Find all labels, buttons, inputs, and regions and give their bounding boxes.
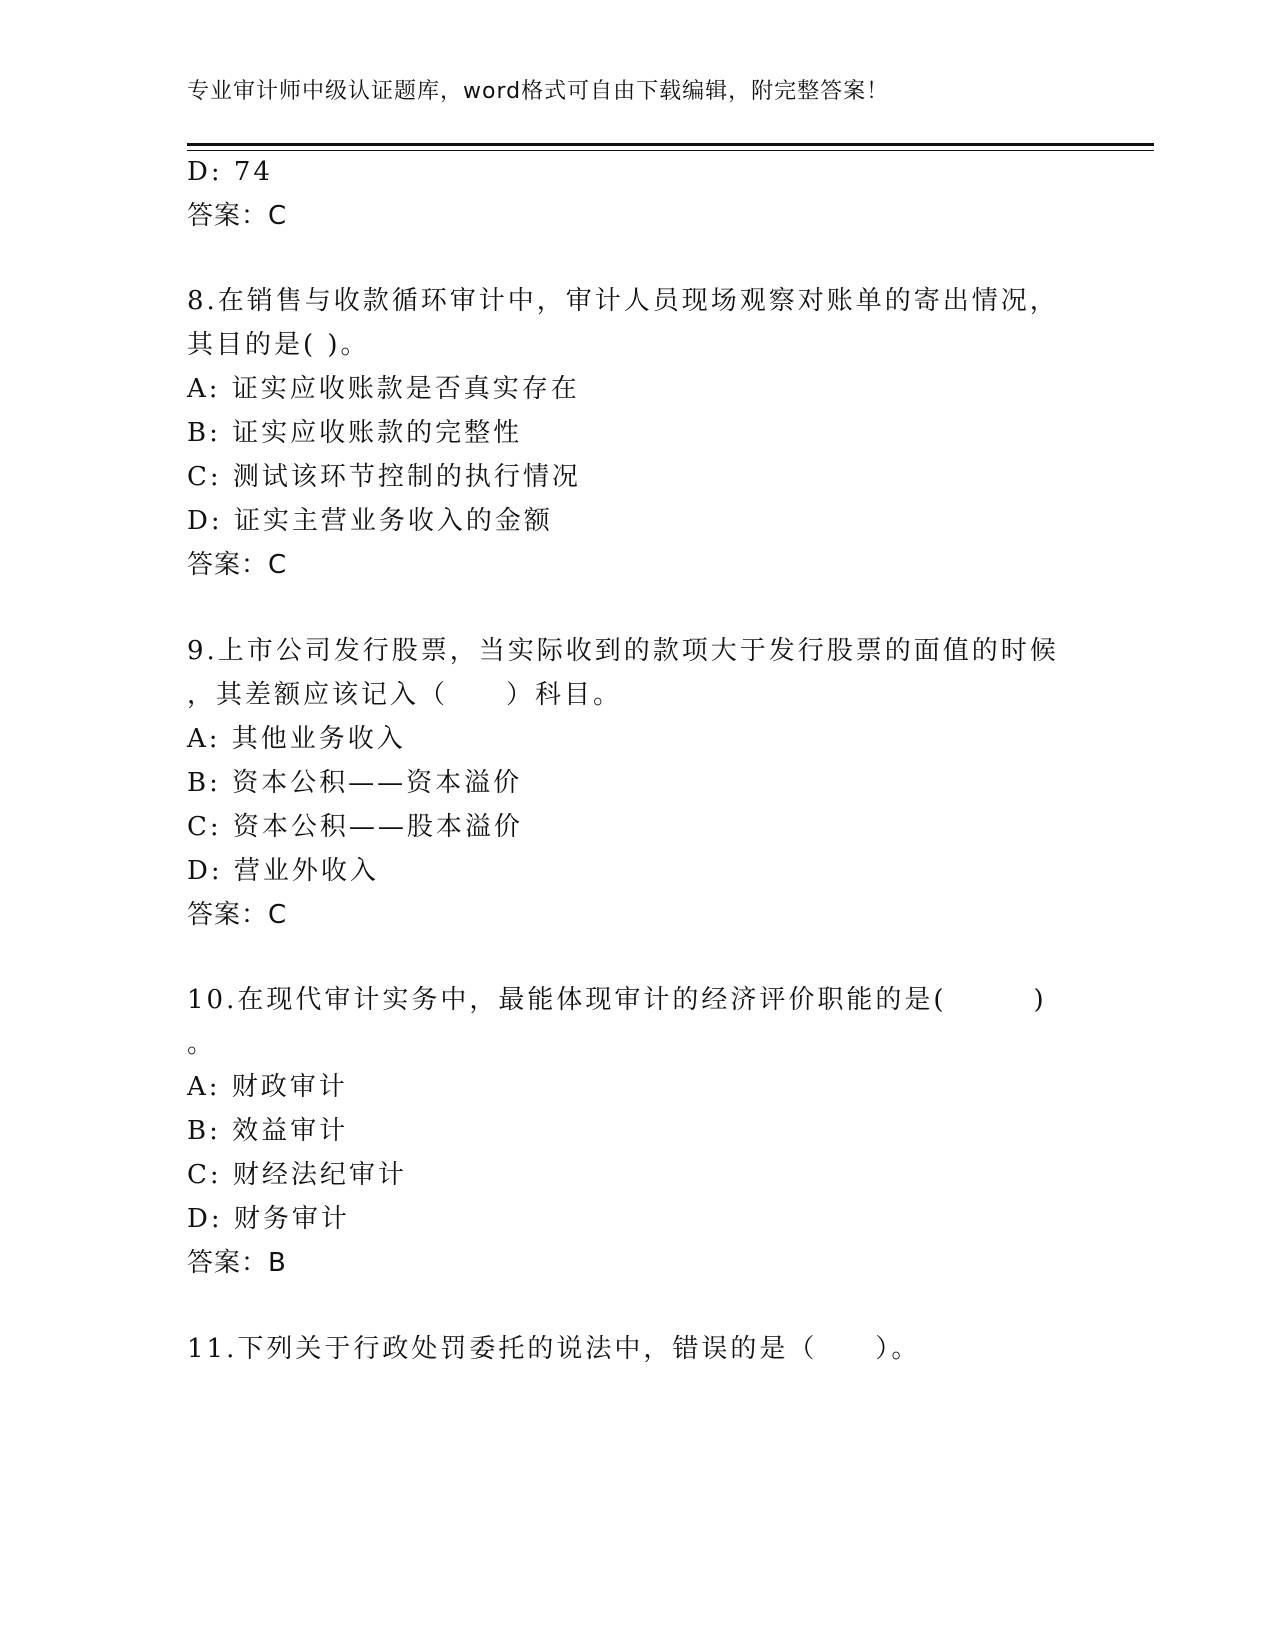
page-header: 专业审计师中级认证题库，word格式可自由下载编辑，附完整答案！	[187, 79, 890, 104]
question-9-option-c: C: 资本公积——股本溢价	[187, 812, 523, 842]
question-9-option-a: A: 其他业务收入	[187, 724, 406, 754]
question-8-line-2: 其目的是( )。	[187, 330, 370, 360]
prev-option-d: D: 74	[187, 157, 273, 187]
question-9-option-b: B: 资本公积——资本溢价	[187, 768, 523, 798]
question-9-line-2: ，其差额应该记入（ ）科目。	[187, 680, 623, 710]
question-10-line-2: 。	[187, 1029, 217, 1059]
question-10-option-a: A: 财政审计	[187, 1072, 348, 1102]
question-8-option-d: D: 证实主营业务收入的金额	[187, 506, 553, 536]
question-8-answer: 答案：C	[187, 550, 288, 580]
question-10-line-1: 10.在现代审计实务中，最能体现审计的经济评价职能的是( )	[187, 985, 1047, 1015]
question-8-line-1: 8.在销售与收款循环审计中，审计人员现场观察对账单的寄出情况，	[187, 286, 1059, 316]
question-10-option-d: D: 财务审计	[187, 1204, 350, 1234]
header-rule-thick	[187, 143, 1154, 146]
header-rule-thin	[187, 150, 1154, 151]
question-9-option-d: D: 营业外收入	[187, 856, 379, 886]
prev-answer: 答案：C	[187, 201, 288, 231]
question-9-answer: 答案：C	[187, 900, 288, 930]
question-10-answer: 答案：B	[187, 1248, 287, 1278]
question-11-line-1: 11.下列关于行政处罚委托的说法中，错误的是（ ）。	[187, 1334, 921, 1364]
question-8-option-c: C: 测试该环节控制的执行情况	[187, 462, 581, 492]
question-8-option-b: B: 证实应收账款的完整性	[187, 418, 523, 448]
question-8-option-a: A: 证实应收账款是否真实存在	[187, 374, 580, 404]
question-10-option-b: B: 效益审计	[187, 1116, 349, 1146]
question-10-option-c: C: 财经法纪审计	[187, 1160, 407, 1190]
question-9-line-1: 9.上市公司发行股票，当实际收到的款项大于发行股票的面值的时候	[187, 636, 1059, 666]
